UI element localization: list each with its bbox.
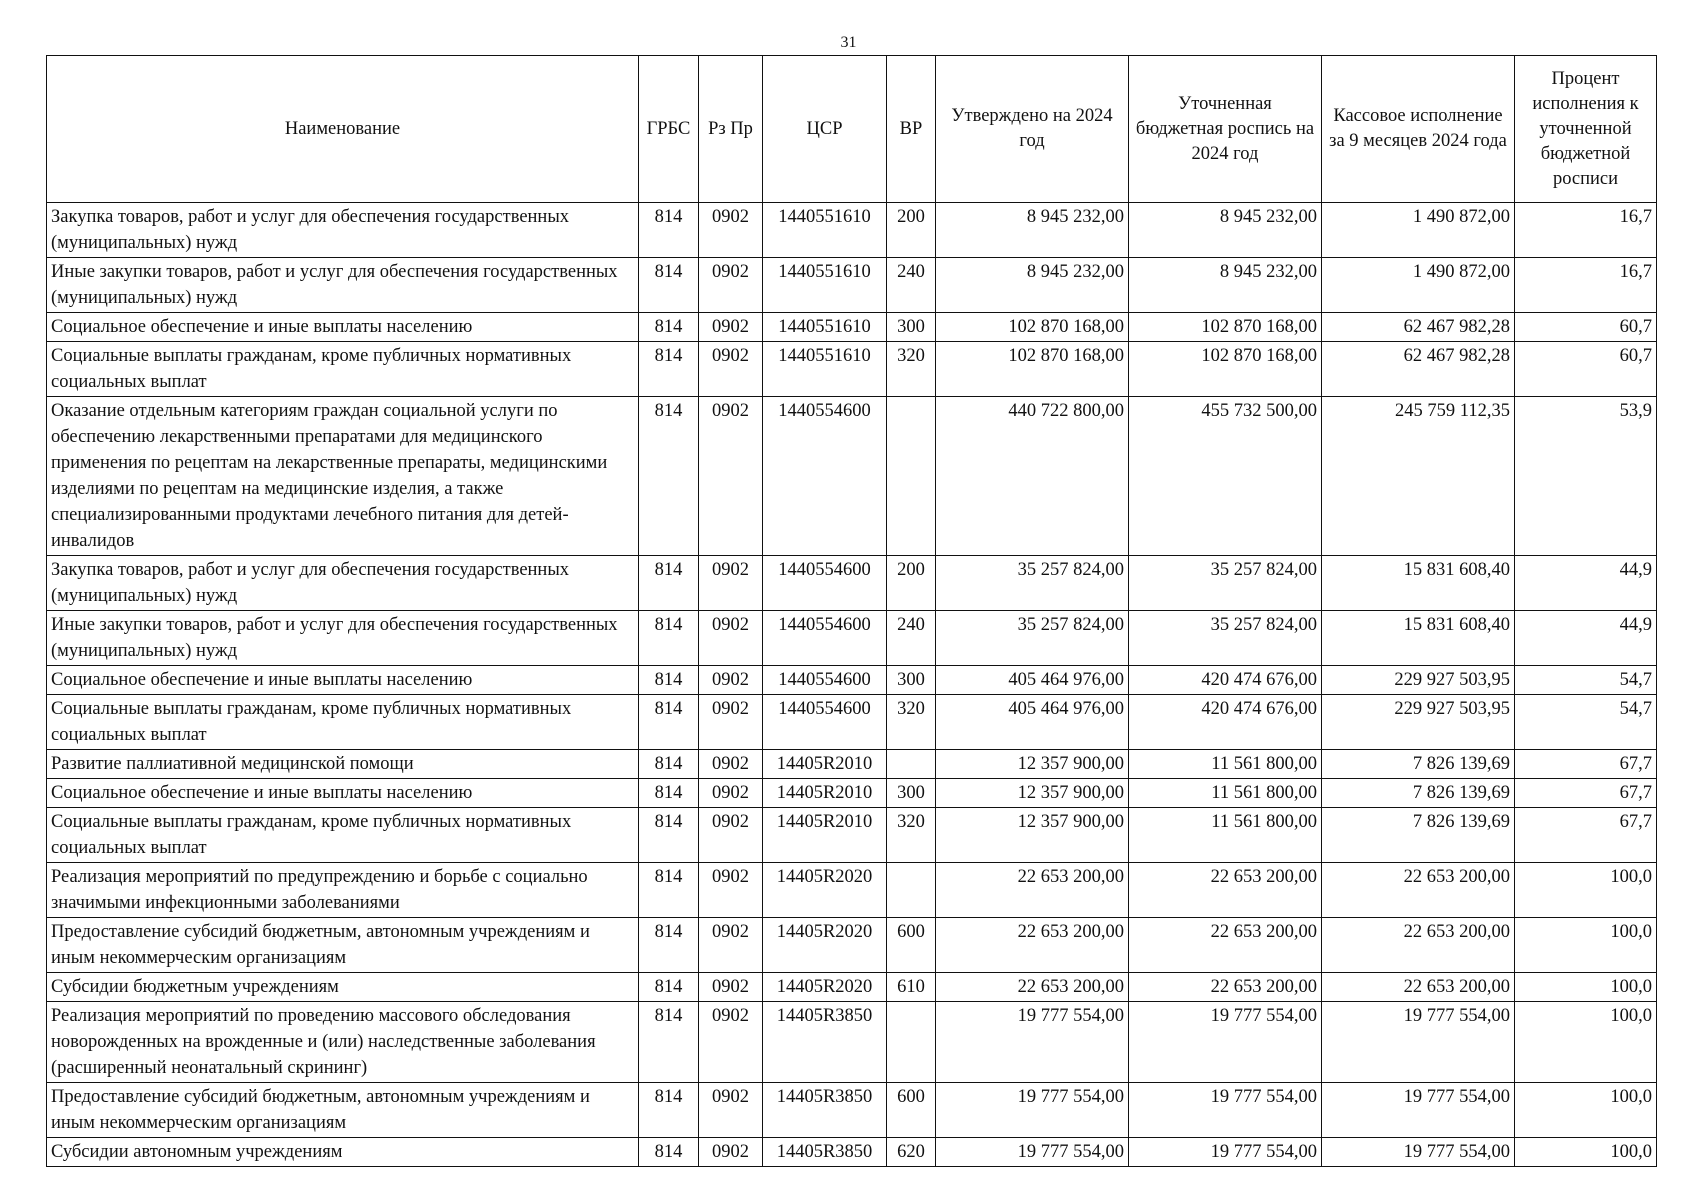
cell-rzpr: 0902 (699, 1083, 763, 1138)
table-header-row (47, 56, 1657, 203)
cell-executed: 22 653 200,00 (1322, 863, 1515, 918)
cell-approved: 102 870 168,00 (936, 342, 1129, 397)
cell-name: Социальное обеспечение и иные выплаты населению (47, 313, 639, 342)
cell-grbs: 814 (639, 695, 699, 750)
cell-refined: 8 945 232,00 (1129, 258, 1322, 313)
cell-rzpr: 0902 (699, 556, 763, 611)
header-name: Наименование (47, 56, 639, 203)
budget-table (46, 55, 1657, 1167)
cell-executed: 22 653 200,00 (1322, 973, 1515, 1002)
cell-csr: 1440554600 (763, 611, 887, 666)
table-row (47, 203, 1657, 258)
cell-name: Иные закупки товаров, работ и услуг для обеспечения государственных (муниципальных) нужд (47, 611, 639, 666)
cell-name: Социальные выплаты гражданам, кроме публичных нормативных социальных выплат (47, 695, 639, 750)
cell-rzpr: 0902 (699, 863, 763, 918)
table-row (47, 695, 1657, 750)
cell-approved: 19 777 554,00 (936, 1138, 1129, 1167)
cell-approved: 19 777 554,00 (936, 1083, 1129, 1138)
cell-vr: 300 (887, 779, 936, 808)
header-executed: Кассовое исполнение за 9 месяцев 2024 года (1322, 56, 1515, 203)
table-row (47, 1138, 1657, 1167)
cell-refined: 11 561 800,00 (1129, 779, 1322, 808)
cell-grbs: 814 (639, 750, 699, 779)
cell-executed: 62 467 982,28 (1322, 342, 1515, 397)
cell-refined: 102 870 168,00 (1129, 313, 1322, 342)
cell-percent: 100,0 (1515, 918, 1657, 973)
cell-approved: 19 777 554,00 (936, 1002, 1129, 1083)
cell-vr (887, 863, 936, 918)
cell-percent: 67,7 (1515, 750, 1657, 779)
cell-executed: 19 777 554,00 (1322, 1083, 1515, 1138)
cell-executed: 7 826 139,69 (1322, 808, 1515, 863)
cell-rzpr: 0902 (699, 808, 763, 863)
cell-refined: 11 561 800,00 (1129, 750, 1322, 779)
cell-grbs: 814 (639, 973, 699, 1002)
cell-vr: 600 (887, 1083, 936, 1138)
table-row (47, 779, 1657, 808)
cell-executed: 7 826 139,69 (1322, 750, 1515, 779)
cell-approved: 35 257 824,00 (936, 611, 1129, 666)
cell-refined: 19 777 554,00 (1129, 1083, 1322, 1138)
cell-approved: 35 257 824,00 (936, 556, 1129, 611)
cell-vr: 620 (887, 1138, 936, 1167)
cell-name: Иные закупки товаров, работ и услуг для обеспечения государственных (муниципальных) нужд (47, 258, 639, 313)
cell-name: Субсидии автономным учреждениям (47, 1138, 639, 1167)
cell-csr: 1440554600 (763, 556, 887, 611)
cell-refined: 19 777 554,00 (1129, 1002, 1322, 1083)
cell-refined: 22 653 200,00 (1129, 973, 1322, 1002)
cell-name: Социальное обеспечение и иные выплаты населению (47, 666, 639, 695)
cell-approved: 12 357 900,00 (936, 808, 1129, 863)
cell-percent: 100,0 (1515, 973, 1657, 1002)
cell-name: Предоставление субсидий бюджетным, автономным учреждениям и иным некоммерческим организациям (47, 1083, 639, 1138)
cell-grbs: 814 (639, 397, 699, 556)
cell-executed: 1 490 872,00 (1322, 203, 1515, 258)
cell-approved: 405 464 976,00 (936, 666, 1129, 695)
cell-csr: 14405R2020 (763, 973, 887, 1002)
cell-name: Субсидии бюджетным учреждениям (47, 973, 639, 1002)
cell-grbs: 814 (639, 1138, 699, 1167)
cell-percent: 44,9 (1515, 611, 1657, 666)
cell-grbs: 814 (639, 1002, 699, 1083)
table-row (47, 556, 1657, 611)
table-row (47, 1002, 1657, 1083)
cell-approved: 102 870 168,00 (936, 313, 1129, 342)
cell-refined: 19 777 554,00 (1129, 1138, 1322, 1167)
cell-rzpr: 0902 (699, 973, 763, 1002)
cell-percent: 100,0 (1515, 1083, 1657, 1138)
cell-executed: 7 826 139,69 (1322, 779, 1515, 808)
cell-percent: 54,7 (1515, 666, 1657, 695)
cell-rzpr: 0902 (699, 666, 763, 695)
cell-vr: 320 (887, 808, 936, 863)
cell-approved: 22 653 200,00 (936, 863, 1129, 918)
cell-refined: 102 870 168,00 (1129, 342, 1322, 397)
cell-grbs: 814 (639, 1083, 699, 1138)
cell-grbs: 814 (639, 918, 699, 973)
cell-executed: 19 777 554,00 (1322, 1002, 1515, 1083)
cell-executed: 245 759 112,35 (1322, 397, 1515, 556)
cell-csr: 14405R3850 (763, 1138, 887, 1167)
cell-rzpr: 0902 (699, 342, 763, 397)
cell-percent: 100,0 (1515, 863, 1657, 918)
cell-name: Предоставление субсидий бюджетным, автономным учреждениям и иным некоммерческим организациям (47, 918, 639, 973)
cell-name: Развитие паллиативной медицинской помощи (47, 750, 639, 779)
cell-name: Социальное обеспечение и иные выплаты населению (47, 779, 639, 808)
table-row (47, 973, 1657, 1002)
cell-vr: 200 (887, 203, 936, 258)
cell-refined: 22 653 200,00 (1129, 918, 1322, 973)
cell-refined: 420 474 676,00 (1129, 695, 1322, 750)
cell-csr: 1440551610 (763, 203, 887, 258)
cell-vr (887, 1002, 936, 1083)
cell-rzpr: 0902 (699, 313, 763, 342)
cell-grbs: 814 (639, 556, 699, 611)
table-row (47, 918, 1657, 973)
cell-grbs: 814 (639, 203, 699, 258)
cell-vr: 200 (887, 556, 936, 611)
cell-rzpr: 0902 (699, 750, 763, 779)
cell-grbs: 814 (639, 611, 699, 666)
cell-refined: 8 945 232,00 (1129, 203, 1322, 258)
cell-csr: 14405R2010 (763, 750, 887, 779)
cell-grbs: 814 (639, 342, 699, 397)
cell-rzpr: 0902 (699, 1138, 763, 1167)
cell-refined: 35 257 824,00 (1129, 611, 1322, 666)
cell-approved: 12 357 900,00 (936, 779, 1129, 808)
cell-refined: 11 561 800,00 (1129, 808, 1322, 863)
cell-approved: 22 653 200,00 (936, 918, 1129, 973)
header-grbs: ГРБС (639, 56, 699, 203)
cell-percent: 54,7 (1515, 695, 1657, 750)
cell-csr: 1440554600 (763, 695, 887, 750)
cell-name: Закупка товаров, работ и услуг для обеспечения государственных (муниципальных) нужд (47, 203, 639, 258)
cell-vr: 610 (887, 973, 936, 1002)
cell-approved: 8 945 232,00 (936, 258, 1129, 313)
cell-executed: 15 831 608,40 (1322, 556, 1515, 611)
header-rzpr: Рз Пр (699, 56, 763, 203)
cell-grbs: 814 (639, 808, 699, 863)
cell-name: Реализация мероприятий по предупреждению и борьбе с социально значимыми инфекционными заболеваниями (47, 863, 639, 918)
cell-executed: 229 927 503,95 (1322, 666, 1515, 695)
cell-percent: 100,0 (1515, 1002, 1657, 1083)
cell-csr: 1440551610 (763, 313, 887, 342)
cell-percent: 67,7 (1515, 808, 1657, 863)
header-refined: Уточненная бюджетная роспись на 2024 год (1129, 56, 1322, 203)
cell-vr (887, 750, 936, 779)
cell-grbs: 814 (639, 779, 699, 808)
table-row (47, 808, 1657, 863)
cell-executed: 1 490 872,00 (1322, 258, 1515, 313)
table-row (47, 397, 1657, 556)
cell-csr: 14405R2020 (763, 863, 887, 918)
cell-rzpr: 0902 (699, 918, 763, 973)
cell-name: Оказание отдельным категориям граждан социальной услуги по обеспечению лекарственными препаратами для медицинского применения по рецептам на лекарственные препараты, медицинскими изделиями по рецептам на медицинские изделия, а также специализированными продуктами лечебного питания для детей-инвалидов (47, 397, 639, 556)
table-row (47, 863, 1657, 918)
cell-csr: 14405R3850 (763, 1083, 887, 1138)
cell-executed: 19 777 554,00 (1322, 1138, 1515, 1167)
cell-vr (887, 397, 936, 556)
table-row (47, 611, 1657, 666)
cell-vr: 300 (887, 666, 936, 695)
cell-percent: 100,0 (1515, 1138, 1657, 1167)
table-row (47, 258, 1657, 313)
table-row (47, 313, 1657, 342)
cell-rzpr: 0902 (699, 779, 763, 808)
cell-rzpr: 0902 (699, 203, 763, 258)
cell-approved: 22 653 200,00 (936, 973, 1129, 1002)
table-row (47, 1083, 1657, 1138)
cell-refined: 455 732 500,00 (1129, 397, 1322, 556)
cell-approved: 12 357 900,00 (936, 750, 1129, 779)
cell-vr: 320 (887, 695, 936, 750)
cell-csr: 1440554600 (763, 397, 887, 556)
cell-rzpr: 0902 (699, 611, 763, 666)
cell-csr: 14405R3850 (763, 1002, 887, 1083)
table-body (47, 203, 1657, 1167)
cell-vr: 600 (887, 918, 936, 973)
cell-percent: 60,7 (1515, 313, 1657, 342)
cell-grbs: 814 (639, 258, 699, 313)
cell-vr: 240 (887, 258, 936, 313)
cell-executed: 229 927 503,95 (1322, 695, 1515, 750)
cell-vr: 320 (887, 342, 936, 397)
cell-vr: 240 (887, 611, 936, 666)
cell-csr: 14405R2020 (763, 918, 887, 973)
cell-grbs: 814 (639, 666, 699, 695)
header-csr: ЦСР (763, 56, 887, 203)
table-row (47, 342, 1657, 397)
cell-csr: 1440551610 (763, 342, 887, 397)
cell-rzpr: 0902 (699, 695, 763, 750)
cell-percent: 16,7 (1515, 258, 1657, 313)
cell-approved: 8 945 232,00 (936, 203, 1129, 258)
cell-rzpr: 0902 (699, 258, 763, 313)
header-approved: Утверждено на 2024 год (936, 56, 1129, 203)
cell-rzpr: 0902 (699, 397, 763, 556)
header-percent: Процент исполнения к уточненной бюджетной росписи (1515, 56, 1657, 203)
cell-name: Социальные выплаты гражданам, кроме публичных нормативных социальных выплат (47, 808, 639, 863)
cell-executed: 15 831 608,40 (1322, 611, 1515, 666)
cell-percent: 67,7 (1515, 779, 1657, 808)
cell-refined: 420 474 676,00 (1129, 666, 1322, 695)
cell-percent: 60,7 (1515, 342, 1657, 397)
cell-approved: 440 722 800,00 (936, 397, 1129, 556)
cell-percent: 16,7 (1515, 203, 1657, 258)
cell-name: Социальные выплаты гражданам, кроме публичных нормативных социальных выплат (47, 342, 639, 397)
cell-approved: 405 464 976,00 (936, 695, 1129, 750)
cell-vr: 300 (887, 313, 936, 342)
table-row (47, 750, 1657, 779)
cell-csr: 1440554600 (763, 666, 887, 695)
cell-grbs: 814 (639, 863, 699, 918)
cell-name: Закупка товаров, работ и услуг для обеспечения государственных (муниципальных) нужд (47, 556, 639, 611)
table-row (47, 666, 1657, 695)
cell-grbs: 814 (639, 313, 699, 342)
cell-executed: 22 653 200,00 (1322, 918, 1515, 973)
page-number: 31 (840, 34, 857, 51)
cell-rzpr: 0902 (699, 1002, 763, 1083)
cell-csr: 14405R2010 (763, 808, 887, 863)
cell-percent: 53,9 (1515, 397, 1657, 556)
cell-percent: 44,9 (1515, 556, 1657, 611)
cell-executed: 62 467 982,28 (1322, 313, 1515, 342)
cell-csr: 1440551610 (763, 258, 887, 313)
cell-refined: 22 653 200,00 (1129, 863, 1322, 918)
cell-refined: 35 257 824,00 (1129, 556, 1322, 611)
header-vr: ВР (887, 56, 936, 203)
cell-csr: 14405R2010 (763, 779, 887, 808)
cell-name: Реализация мероприятий по проведению массового обследования новорожденных на врожденные и (или) наследственные заболевания (расширенный неонатальный скрининг) (47, 1002, 639, 1083)
